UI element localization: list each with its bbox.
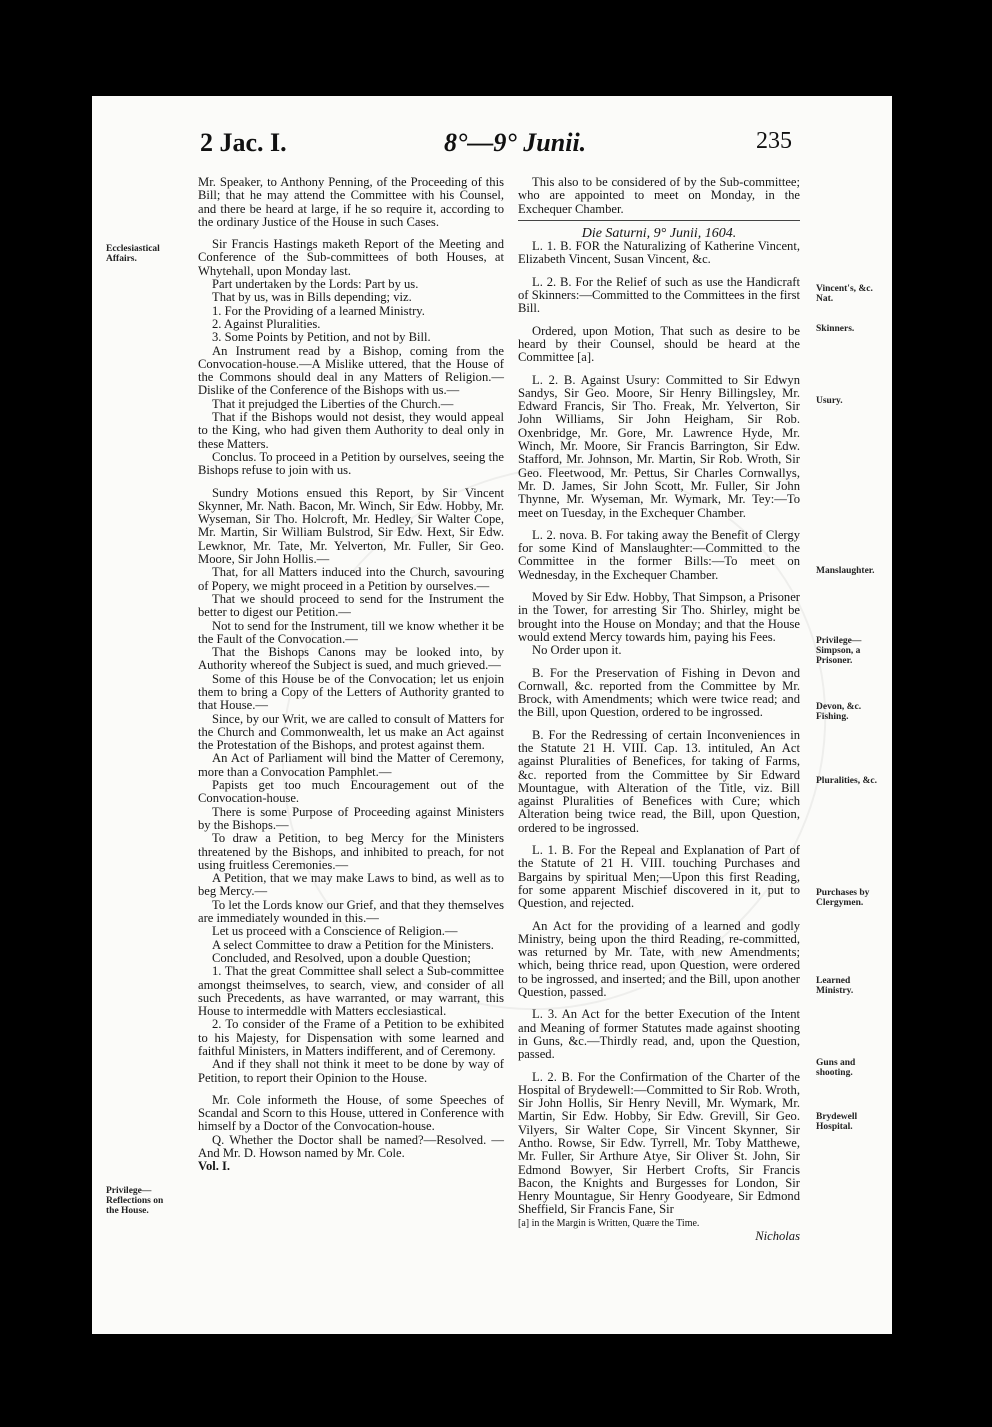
paragraph: 1. That the great Committee shall select a Sub-committee amongst theimselves, to search, view, and consider of all such Precedents, as have warranted, or may warrant, this House to intermeddle with Matters ecclesiastical. xyxy=(198,964,504,1019)
paragraph: 1. For the Providing of a learned Ministry. xyxy=(212,303,425,318)
paragraph: Conclus. To proceed in a Petition by ourselves, seeing the Bishops refuse to join with us. xyxy=(198,449,504,478)
paragraph: That, for all Matters induced into the Church, savouring of Popery, we might proceed in a Petition by ourselves.— xyxy=(198,565,504,593)
entry: L. 2. B. For the Relief of such as use the Handicraft of Skinners:—Committed to the Committees in the first Bill. xyxy=(518,274,800,316)
margin-note: Privilege—Simpson, a Prisoner. xyxy=(816,636,862,666)
paragraph: Concluded, and Resolved, upon a double Question; xyxy=(212,950,471,965)
margin-note: Manslaughter. xyxy=(816,566,875,576)
entry: L. 2. B. Against Usury: Committed to Sir Edwyn Sandys, Sir Geo. Moore, Sir Henry Billingsley, Mr. Edward Francis, Sir Tho. Freak, Mr. Yelverton, Sir John Williams, Sir John Heigham, Sir Rob. Oxenbridge, Mr. Gore, Mr. Lawrence Hyde, Mr. Winch, Mr. Moore, Sir Francis Barrington, Sir Edw. Stafford, Mr. Johnson, Mr. Martin, Sir Rob. Wroth, Sir Geo. Fleetwood, Mr. Pettus, Sir Charles Cornwallys, Mr. D. James, Sir John Scott, Mr. Fuller, Sir John Thynne, Mr. Wyseman, Mr. Wymark, Mr. Tey:—To meet on Tuesday, in the Exchequer Chamber. xyxy=(518,372,800,520)
paragraph: Some of this House be of the Convocation; let us enjoin them to bring a Copy of the Letters of Authority granted to that House.— xyxy=(198,671,504,713)
page-number: 235 xyxy=(756,128,792,154)
paragraph: This also to be considered of by the Sub-committee; who are appointed to meet on Monday, in the Exchequer Chamber. xyxy=(518,175,800,216)
margin-note: Learned Ministry. xyxy=(816,976,854,996)
volume-signature: Vol. I. xyxy=(198,1159,231,1174)
paragraph: Mr. Speaker, to Anthony Penning, of the Proceeding of this Bill; that he may attend the Committee with his Counsel, and there be heard at large, if he so require it, according to the ordinary Justice of the House in such Cases. xyxy=(198,175,504,229)
margin-note: Vincent's, &c. Nat. xyxy=(816,284,873,304)
paragraph: That by us, was in Bills depending; viz. xyxy=(212,290,412,305)
paragraph: A select Committee to draw a Petition for the Ministers. xyxy=(212,937,494,952)
paragraph: Not to send for the Instrument, till we know whether it be the Fault of the Convocation.— xyxy=(198,618,504,646)
catchword: Nicholas xyxy=(755,1229,800,1244)
header-center: 8°—9° Junii. xyxy=(444,128,587,157)
entry: B. For the Preservation of Fishing in Devon and Cornwall, &c. reported from the Committee by Mr. Brock, with Amendments; which were twice read; and the Bill, upon Question, ordered to be ingrossed. xyxy=(518,665,800,720)
paragraph: Sundry Motions ensued this Report, by Sir Vincent Skynner, Mr. Nath. Bacon, Mr. Winch, Sir Edw. Hobby, Mr. Wyseman, Sir Tho. Holcroft, Mr. Hedley, Sir Walter Cope, Mr. Martin, Sir William Bulstrod, Sir Edw. Hext, Sir Edw. Lewknor, Mr. Tate, Mr. Yelverton, Mr. Fuller, Sir Geo. Moore, Sir John Hollis.— xyxy=(198,485,504,567)
entry: No Order upon it. xyxy=(532,643,622,658)
footnote: [a] in the Margin is Written, Quære the Time. xyxy=(518,1217,700,1229)
document-page xyxy=(92,96,892,1334)
margin-note: Brydewell Hospital. xyxy=(816,1112,858,1132)
entry: Moved by Sir Edw. Hobby, That Simpson, a Prisoner in the Tower, for arresting Sir Tho. Shirley, might be brought into the House on Monday; and that the House would extend Mercy towards him, paying his Fees. xyxy=(518,590,800,644)
entry: L. 2. B. For the Confirmation of the Charter of the Hospital of Brydewell:—Committed to Sir Rob. Wroth, Sir John Hollis, Sir Henry Nevill, Mr. Wymark, Mr. Martin, Sir Edw. Hobby, Sir Edw. Grevill, Sir Geo. Vilyers, Sir Walter Cope, Sir Vincent Skynner, Sir Antho. Rowse, Sir Edw. Tyrrell, Mr. Toby Matthewe, Mr. Fuller, Sir Arthure Atye, Sir Oliver St. John, Sir Edmond Bowyer, Sir Herbert Crofts, Sir Francis Bacon, the Knights and Burgesses for London, Sir Henry Mountague, Sir Henry Goodyeare, Sir Edmond Sheffield, Sir Francis Fane, Sir xyxy=(518,1069,800,1217)
entry: L. 3. An Act for the better Execution of the Intent and Meaning of former Statutes made against shooting in Guns, &c.—Thirdly read, and, upon the Question, passed. xyxy=(518,1007,800,1062)
date-heading: Die Saturni, 9° Junii, 1604. xyxy=(581,225,737,241)
entry: B. For the Redressing of certain Inconveniences in the Statute 21 H. VIII. Cap. 13. intituled, An Act against Pluralities of Benefices, for taking of Farms, &c. reported from the Committee by Sir Edward Mountague, with Alteration of the Title, viz. Bill against Pluralities of Benefices with Cure; which Alteration being twice read, the Bill, upon Question, ordered to be ingrossed. xyxy=(518,727,800,835)
paragraph: Sir Francis Hastings maketh Report of the Meeting and Conference of the Sub-committees of both Houses, at Whytehall, upon Monday last. xyxy=(198,237,504,278)
header-left: 2 Jac. I. xyxy=(200,128,287,157)
margin-note: Devon, &c. Fishing. xyxy=(816,702,862,722)
entry: L. 1. B. For the Repeal and Explanation of Part of the Statute of 21 H. VIII. touching Purchases and Bargains by spiritual Men;—Upon this first Reading, for some apparent Mischief discovered in it, put to Question, and rejected. xyxy=(518,843,800,911)
divider xyxy=(518,220,800,221)
paragraph: Since, by our Writ, we are called to consult of Matters for the Church and Commonwealth, let us make an Act against the Protestation of the Bishops, and protest against them. xyxy=(198,711,504,753)
paragraph: To let the Lords know our Grief, and that they themselves are immediately wounded in this.— xyxy=(198,897,504,926)
paragraph: That it prejudged the Liberties of the Church.— xyxy=(212,396,454,411)
entry: An Act for the providing of a learned and godly Ministry, being upon the third Reading, re-committed, was returned by Mr. Tate, with new Amendments; which, being thrice read, upon Question, were ordered to be ingrossed, and inserted; and the Bill, upon another Question, passed. xyxy=(518,918,800,1000)
margin-note: Guns and shooting. xyxy=(816,1058,856,1078)
paragraph: An Instrument read by a Bishop, coming from the Convocation-house.—A Mislike uttered, that the House of the Commons should deal in any Matters of Religion.—Dislike of the Conference of the Bishops with us.— xyxy=(198,343,504,398)
paragraph: 2. To consider of the Frame of a Petition to be exhibited to his Majesty, for Dispensation with some learned and faithful Ministers, in Matters indifferent, and of Ceremony. xyxy=(198,1017,504,1058)
paragraph: To draw a Petition, to beg Mercy for the Ministers threatened by the Bishops, and inhibited to preach, for not using fruitless Ceremonies.— xyxy=(198,831,504,872)
paragraph: A Petition, that we may make Laws to bind, as well as to beg Mercy.— xyxy=(198,871,504,899)
paragraph: Part undertaken by the Lords: Part by us. xyxy=(212,277,419,292)
margin-note-ecclesiastical: Ecclesiastical Affairs. xyxy=(106,244,160,264)
paragraph: 2. Against Pluralities. xyxy=(212,316,321,331)
left-column xyxy=(198,176,504,1174)
right-column xyxy=(518,176,800,1243)
margin-note: Usury. xyxy=(816,396,843,406)
paragraph: Mr. Cole informeth the House, of some Speeches of Scandal and Scorn to this House, uttered in Conference with himself by a Doctor of the Convocation-house. xyxy=(198,1092,504,1134)
entry: Ordered, upon Motion, That such as desire to be heard by their Counsel, should be heard at the Committee [a]. xyxy=(518,323,800,365)
entry: L. 1. B. FOR the Naturalizing of Katherine Vincent, Elizabeth Vincent, Susan Vincent, &c. xyxy=(518,239,800,267)
paragraph: That if the Bishops would not desist, they would appeal to the King, who had given them Authority to deal only in these Matters. xyxy=(198,410,504,451)
paragraph: There is some Purpose of Proceeding against Ministers by the Bishops.— xyxy=(198,804,504,832)
paragraph: An Act of Parliament will bind the Matter of Ceremony, more than a Convocation Pamphlet.— xyxy=(198,751,504,779)
paragraph: 3. Some Points by Petition, and not by Bill. xyxy=(212,330,431,345)
paragraph: That the Bishops Canons may be looked into, by Authority whereof the Subject is sued, and much grieved.— xyxy=(198,645,504,673)
margin-note: Pluralities, &c. xyxy=(816,776,877,786)
entry: L. 2. nova. B. For taking away the Benefit of Clergy for some Kind of Manslaughter:—Committed to the Committee in the former Bills:—To meet on Wednesday, in the Exchequer Chamber. xyxy=(518,527,800,582)
margin-note: Skinners. xyxy=(816,324,855,334)
paragraph: Papists get too much Encouragement out of the Convocation-house. xyxy=(198,778,504,806)
paragraph: Let us proceed with a Conscience of Religion.— xyxy=(212,924,458,939)
paragraph: Q. Whether the Doctor shall be named?—Resolved. —And Mr. D. Howson named by Mr. Cole. xyxy=(198,1132,504,1161)
paragraph: That we should proceed to send for the Instrument the better to digest our Petition.— xyxy=(198,591,504,620)
paragraph: And if they shall not think it meet to be done by way of Petition, to report their Opinion to the House. xyxy=(198,1057,504,1085)
margin-note: Purchases by Clergymen. xyxy=(816,888,870,908)
margin-note-privilege: Privilege—Reflections on the House. xyxy=(106,1186,164,1216)
